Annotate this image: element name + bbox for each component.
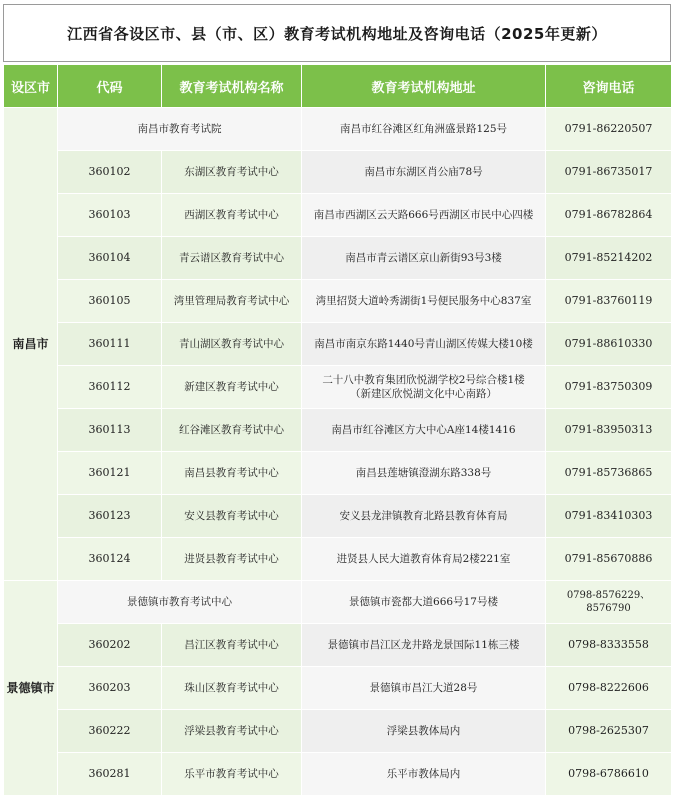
institution-code: 360113 bbox=[58, 409, 162, 452]
institution-code: 360281 bbox=[58, 753, 162, 796]
institution-name: 南昌县教育考试中心 bbox=[162, 452, 302, 495]
page-title: 江西省各设区市、县（市、区）教育考试机构地址及咨询电话（2025年更新） bbox=[3, 4, 671, 62]
institution-address bbox=[302, 452, 546, 495]
institution-address bbox=[302, 366, 546, 409]
table-row bbox=[4, 237, 672, 280]
table-row bbox=[4, 753, 672, 796]
page bbox=[3, 4, 671, 796]
institution-address bbox=[302, 323, 546, 366]
institution-address bbox=[302, 710, 546, 753]
address-line: 南昌市西湖区云天路666号西湖区市民中心四楼 bbox=[313, 208, 534, 221]
institution-code: 360104 bbox=[58, 237, 162, 280]
institution-address bbox=[302, 667, 546, 710]
institution-address bbox=[302, 194, 546, 237]
address-line: 乐平市教体局内 bbox=[386, 767, 461, 780]
address-line: 湾里招贤大道岭秀湖街1号便民服务中心837室 bbox=[315, 294, 532, 307]
table-row bbox=[4, 624, 672, 667]
institution-code: 360121 bbox=[58, 452, 162, 495]
institution-code: 360222 bbox=[58, 710, 162, 753]
institution-code: 360112 bbox=[58, 366, 162, 409]
table-row bbox=[4, 108, 672, 151]
address-line: 浮梁县教体局内 bbox=[386, 724, 461, 737]
institution-address bbox=[302, 624, 546, 667]
phone-number: 0791-85670886 bbox=[546, 538, 672, 581]
institution-name: 新建区教育考试中心 bbox=[162, 366, 302, 409]
institution-code: 360203 bbox=[58, 667, 162, 710]
institution-code: 360123 bbox=[58, 495, 162, 538]
institution-code: 360124 bbox=[58, 538, 162, 581]
institution-code: 360102 bbox=[58, 151, 162, 194]
institution-name: 南昌市教育考试院 bbox=[58, 108, 302, 151]
header-code: 代码 bbox=[58, 65, 162, 108]
phone-number: 0798-2625307 bbox=[546, 710, 672, 753]
phone-number: 0791-85736865 bbox=[546, 452, 672, 495]
institution-name: 进贤县教育考试中心 bbox=[162, 538, 302, 581]
phone-number: 0798-8576229、8576790 bbox=[546, 581, 672, 624]
institution-name: 乐平市教育考试中心 bbox=[162, 753, 302, 796]
address-line: 进贤县人民大道教育体育局2楼221室 bbox=[336, 552, 511, 565]
institution-name: 湾里管理局教育考试中心 bbox=[162, 280, 302, 323]
table-row bbox=[4, 667, 672, 710]
phone-number: 0791-85214202 bbox=[546, 237, 672, 280]
address-line: 安义县龙津镇教育北路县教育体育局 bbox=[339, 509, 508, 522]
table-row bbox=[4, 280, 672, 323]
phone-number: 0798-8222606 bbox=[546, 667, 672, 710]
phone-number: 0791-86782864 bbox=[546, 194, 672, 237]
institution-name: 红谷滩区教育考试中心 bbox=[162, 409, 302, 452]
institution-address bbox=[302, 151, 546, 194]
address-line: 南昌市红谷滩区红角洲盛景路125号 bbox=[339, 122, 508, 135]
institution-address bbox=[302, 495, 546, 538]
table-row bbox=[4, 366, 672, 409]
institution-name: 景德镇市教育考试中心 bbox=[58, 581, 302, 624]
table-header-row bbox=[4, 65, 672, 108]
institution-table bbox=[3, 64, 672, 796]
institution-address bbox=[302, 108, 546, 151]
institution-name: 西湖区教育考试中心 bbox=[162, 194, 302, 237]
institution-name: 安义县教育考试中心 bbox=[162, 495, 302, 538]
table-row bbox=[4, 409, 672, 452]
phone-number: 0791-83750309 bbox=[546, 366, 672, 409]
institution-name: 浮梁县教育考试中心 bbox=[162, 710, 302, 753]
institution-address bbox=[302, 581, 546, 624]
institution-code: 360105 bbox=[58, 280, 162, 323]
address-line: 南昌市东湖区肖公庙78号 bbox=[364, 165, 483, 178]
address-line: 二十八中教育集团欣悦湖学校2号综合楼1楼 bbox=[322, 373, 525, 386]
table-row bbox=[4, 323, 672, 366]
phone-number: 0798-6786610 bbox=[546, 753, 672, 796]
address-line: 南昌市南京东路1440号青山湖区传媒大楼10楼 bbox=[314, 337, 533, 350]
phone-number: 0791-86735017 bbox=[546, 151, 672, 194]
institution-address bbox=[302, 538, 546, 581]
institution-name: 东湖区教育考试中心 bbox=[162, 151, 302, 194]
institution-code: 360202 bbox=[58, 624, 162, 667]
institution-code: 360111 bbox=[58, 323, 162, 366]
phone-number: 0791-83410303 bbox=[546, 495, 672, 538]
table-row bbox=[4, 194, 672, 237]
phone-number: 0798-8333558 bbox=[546, 624, 672, 667]
table-row bbox=[4, 538, 672, 581]
table-row bbox=[4, 581, 672, 624]
institution-address bbox=[302, 753, 546, 796]
phone-number: 0791-83950313 bbox=[546, 409, 672, 452]
institution-name: 昌江区教育考试中心 bbox=[162, 624, 302, 667]
address-line: 景德镇市昌江大道28号 bbox=[369, 681, 478, 694]
address-line-2: （新建区欣悦湖文化中心南路） bbox=[350, 388, 497, 400]
table-row bbox=[4, 452, 672, 495]
institution-code: 360103 bbox=[58, 194, 162, 237]
header-phone: 咨询电话 bbox=[546, 65, 672, 108]
institution-address bbox=[302, 409, 546, 452]
address-line: 景德镇市瓷都大道666号17号楼 bbox=[349, 595, 498, 608]
institution-name: 青云谱区教育考试中心 bbox=[162, 237, 302, 280]
table-body bbox=[4, 108, 672, 796]
header-address: 教育考试机构地址 bbox=[302, 65, 546, 108]
address-line: 南昌市红谷滩区方大中心A座14楼1416 bbox=[331, 423, 516, 436]
table-row bbox=[4, 495, 672, 538]
institution-name: 珠山区教育考试中心 bbox=[162, 667, 302, 710]
phone-number: 0791-86220507 bbox=[546, 108, 672, 151]
institution-address bbox=[302, 237, 546, 280]
phone-number: 0791-83760119 bbox=[546, 280, 672, 323]
institution-name: 青山湖区教育考试中心 bbox=[162, 323, 302, 366]
city-cell: 南昌市 bbox=[4, 108, 58, 581]
city-cell: 景德镇市 bbox=[4, 581, 58, 796]
table-row bbox=[4, 151, 672, 194]
address-line: 南昌县莲塘镇澄湖东路338号 bbox=[355, 466, 492, 479]
address-line: 景德镇市昌江区龙井路龙景国际11栋三楼 bbox=[327, 638, 520, 651]
header-name: 教育考试机构名称 bbox=[162, 65, 302, 108]
institution-address bbox=[302, 280, 546, 323]
header-city: 设区市 bbox=[4, 65, 58, 108]
table-row bbox=[4, 710, 672, 753]
phone-number: 0791-88610330 bbox=[546, 323, 672, 366]
address-line: 南昌市青云谱区京山新街93号3楼 bbox=[345, 251, 502, 264]
